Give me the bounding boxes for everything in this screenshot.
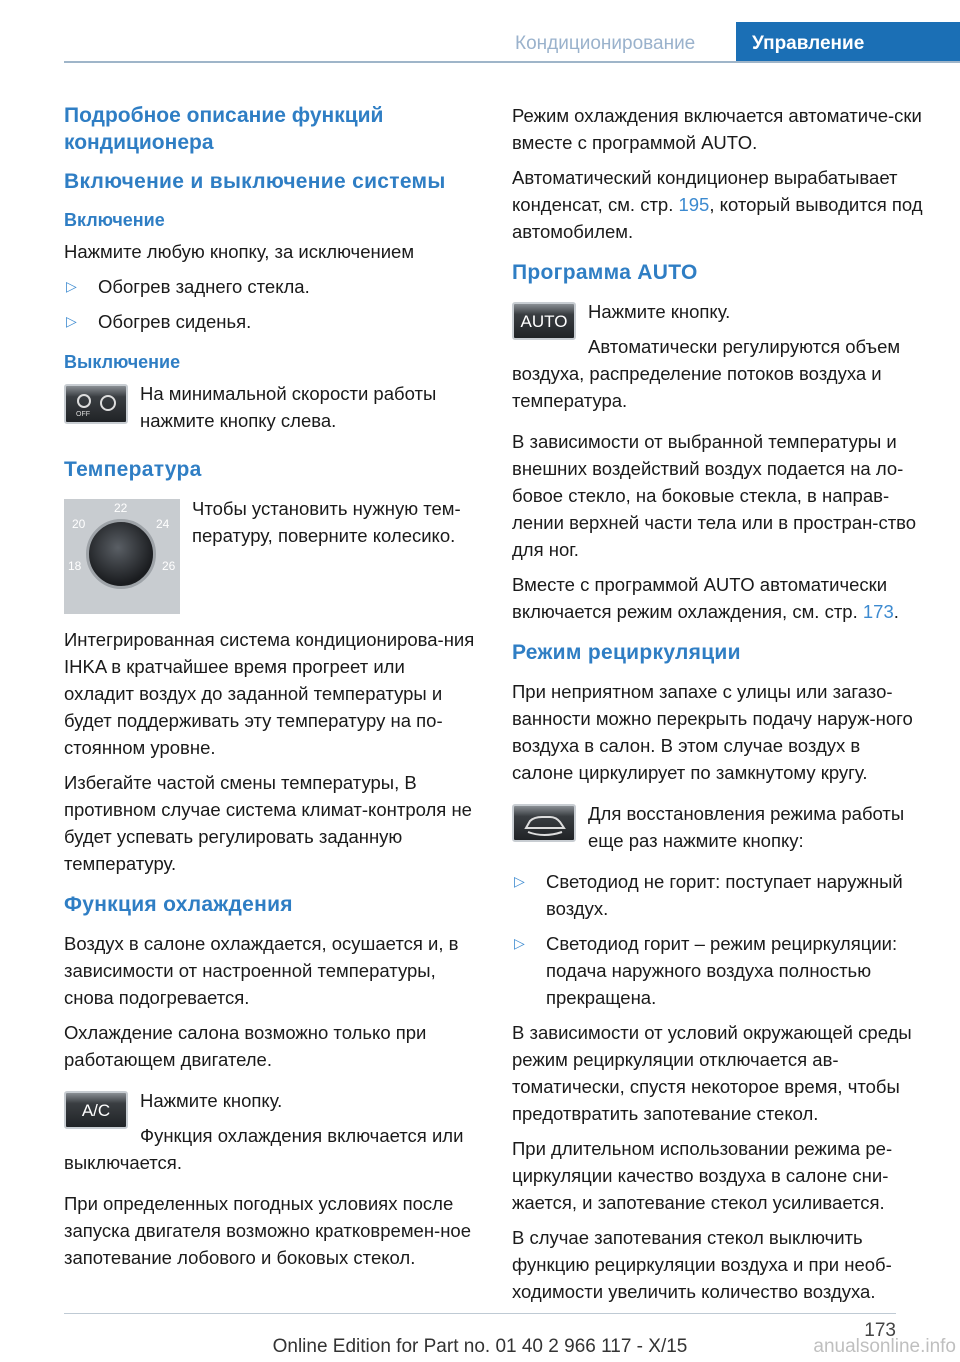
page-number: 173 xyxy=(864,1320,896,1341)
ac-button-icon: A/C xyxy=(64,1091,128,1129)
temp-paragraph-2: Избегайте частой смены температуры, В противном случае система климат-контроля не будет успевать регулировать заданную температуру. xyxy=(64,772,472,874)
list-item: ▷ Обогрев сиденья. xyxy=(64,308,476,335)
watermark: anualsonline.info xyxy=(813,1336,956,1357)
auto-paragraph-2: В зависимости от выбранной температуры и внешних воздействий воздух подается на ло‐бовое стекло, на боковые стекла, в направ‐лении верхней части тела или в простран‐ство для ног. xyxy=(512,431,917,560)
heading-on: Включение xyxy=(64,210,165,230)
triangle-bullet-icon: ▷ xyxy=(514,873,525,889)
recirc-paragraph-1: При неприятном запахе с улицы или загазо‐ванности можно перекрыть подачу наруж‐ного воздуха в салон. В этом случае воздух в салоне циркулирует по замкнутому кругу. xyxy=(512,681,913,783)
cool-paragraph-1: Воздух в салоне охлаждается, осушается и, в зависимости от настроенной температуры, снова подогревается. xyxy=(64,933,459,1008)
right-paragraph-2: Автоматический кондиционер вырабатывает конденсат, см. стр. 195, который выводится под автомобилем. xyxy=(512,167,923,242)
heading-off: Выключение xyxy=(64,352,181,372)
header-divider xyxy=(64,61,960,63)
footer-divider xyxy=(64,1313,896,1314)
temperature-dial-icon: 22 20 24 18 26 xyxy=(64,499,180,614)
page-ref-link[interactable]: 195 xyxy=(678,194,710,215)
recirc-button-text: Для восстановления режима работы еще раз нажмите кнопку: xyxy=(588,803,905,851)
cool-paragraph-2: Охлаждение салона возможно только при работающем двигателе. xyxy=(64,1022,427,1070)
auto-button-icon: AUTO xyxy=(512,302,576,340)
heading-recirculation: Режим рециркуляции xyxy=(512,641,741,664)
auto-text: Автоматически регулируются объем воздуха, распределение потоков воздуха и температура. xyxy=(512,336,901,411)
ac-text: Функция охлаждения включается или выключается. xyxy=(64,1125,464,1173)
temp-paragraph-1: Интегрированная система кондиционирова‐ния IHKA в кратчайшее время прогреет или охладит воздух до заданной температуры и будет поддерживать эту температуру на по‐стоянном уровне. xyxy=(64,629,475,758)
triangle-bullet-icon: ▷ xyxy=(514,935,525,951)
edition-text: Online Edition for Part no. 01 40 2 966 117 - X/15 xyxy=(272,1336,688,1357)
off-fan-button-icon xyxy=(64,384,128,424)
off-text: На минимальной скорости работы нажмите кнопку слева. xyxy=(140,383,437,431)
header-section: Кондиционирование xyxy=(515,33,696,54)
recirc-paragraph-2: В зависимости от условий окружающей среды режим рециркуляции отключается ав‐томатически, спустя некоторое время, чтобы предотвратить запотевание стекол. xyxy=(512,1022,912,1124)
auto-press-text: Нажмите кнопку. xyxy=(588,301,731,322)
recirculation-button-icon xyxy=(512,804,576,842)
auto-paragraph-3: Вместе с программой AUTO автоматически включается режим охлаждения, см. стр. 173. xyxy=(512,574,899,622)
page-title: Подробное описание функций кондиционера xyxy=(64,104,384,154)
temp-text: Чтобы установить нужную тем‐пературу, поверните колесико. xyxy=(192,498,461,546)
right-paragraph-1: Режим охлаждения включается автоматиче‐ски вместе с программой AUTO. xyxy=(512,105,922,153)
triangle-bullet-icon: ▷ xyxy=(66,313,77,329)
header-tab: Управление xyxy=(736,22,960,63)
heading-on-off: Включение и выключение системы xyxy=(64,170,446,193)
list-item: ▷ Светодиод не горит: поступает наружный воздух. xyxy=(512,868,926,922)
heading-temperature: Температура xyxy=(64,458,202,481)
heading-auto: Программа AUTO xyxy=(512,261,698,284)
list-item: ▷ Обогрев заднего стекла. xyxy=(64,273,476,300)
recirc-paragraph-4: В случае запотевания стекол выключить функцию рециркуляции воздуха и при необ‐ходимости увеличить количество воздуха. xyxy=(512,1227,892,1302)
triangle-bullet-icon: ▷ xyxy=(66,278,77,294)
heading-cooling: Функция охлаждения xyxy=(64,893,293,916)
list-item: ▷ Светодиод горит – режим рециркуляции: подача наружного воздуха полностью прекращена. xyxy=(512,930,926,1011)
right-column xyxy=(512,102,926,1313)
ac-press-text: Нажмите кнопку. xyxy=(140,1090,283,1111)
on-text: Нажмите любую кнопку, за исключением xyxy=(64,241,415,262)
on-list xyxy=(64,273,476,335)
recirc-list xyxy=(512,868,926,1011)
left-column xyxy=(64,102,476,1279)
svg-text:OFF: OFF xyxy=(76,411,90,418)
cool-paragraph-3: При определенных погодных условиях после запуска двигателя возможно кратковремен‐ное запотевание лобового и боковых стекол. xyxy=(64,1193,471,1268)
recirc-paragraph-3: При длительном использовании режима ре‐циркуляции качество воздуха в салоне сни‐жается, и запотевание стекол усиливается. xyxy=(512,1138,893,1213)
page-ref-link[interactable]: 173 xyxy=(862,601,894,622)
